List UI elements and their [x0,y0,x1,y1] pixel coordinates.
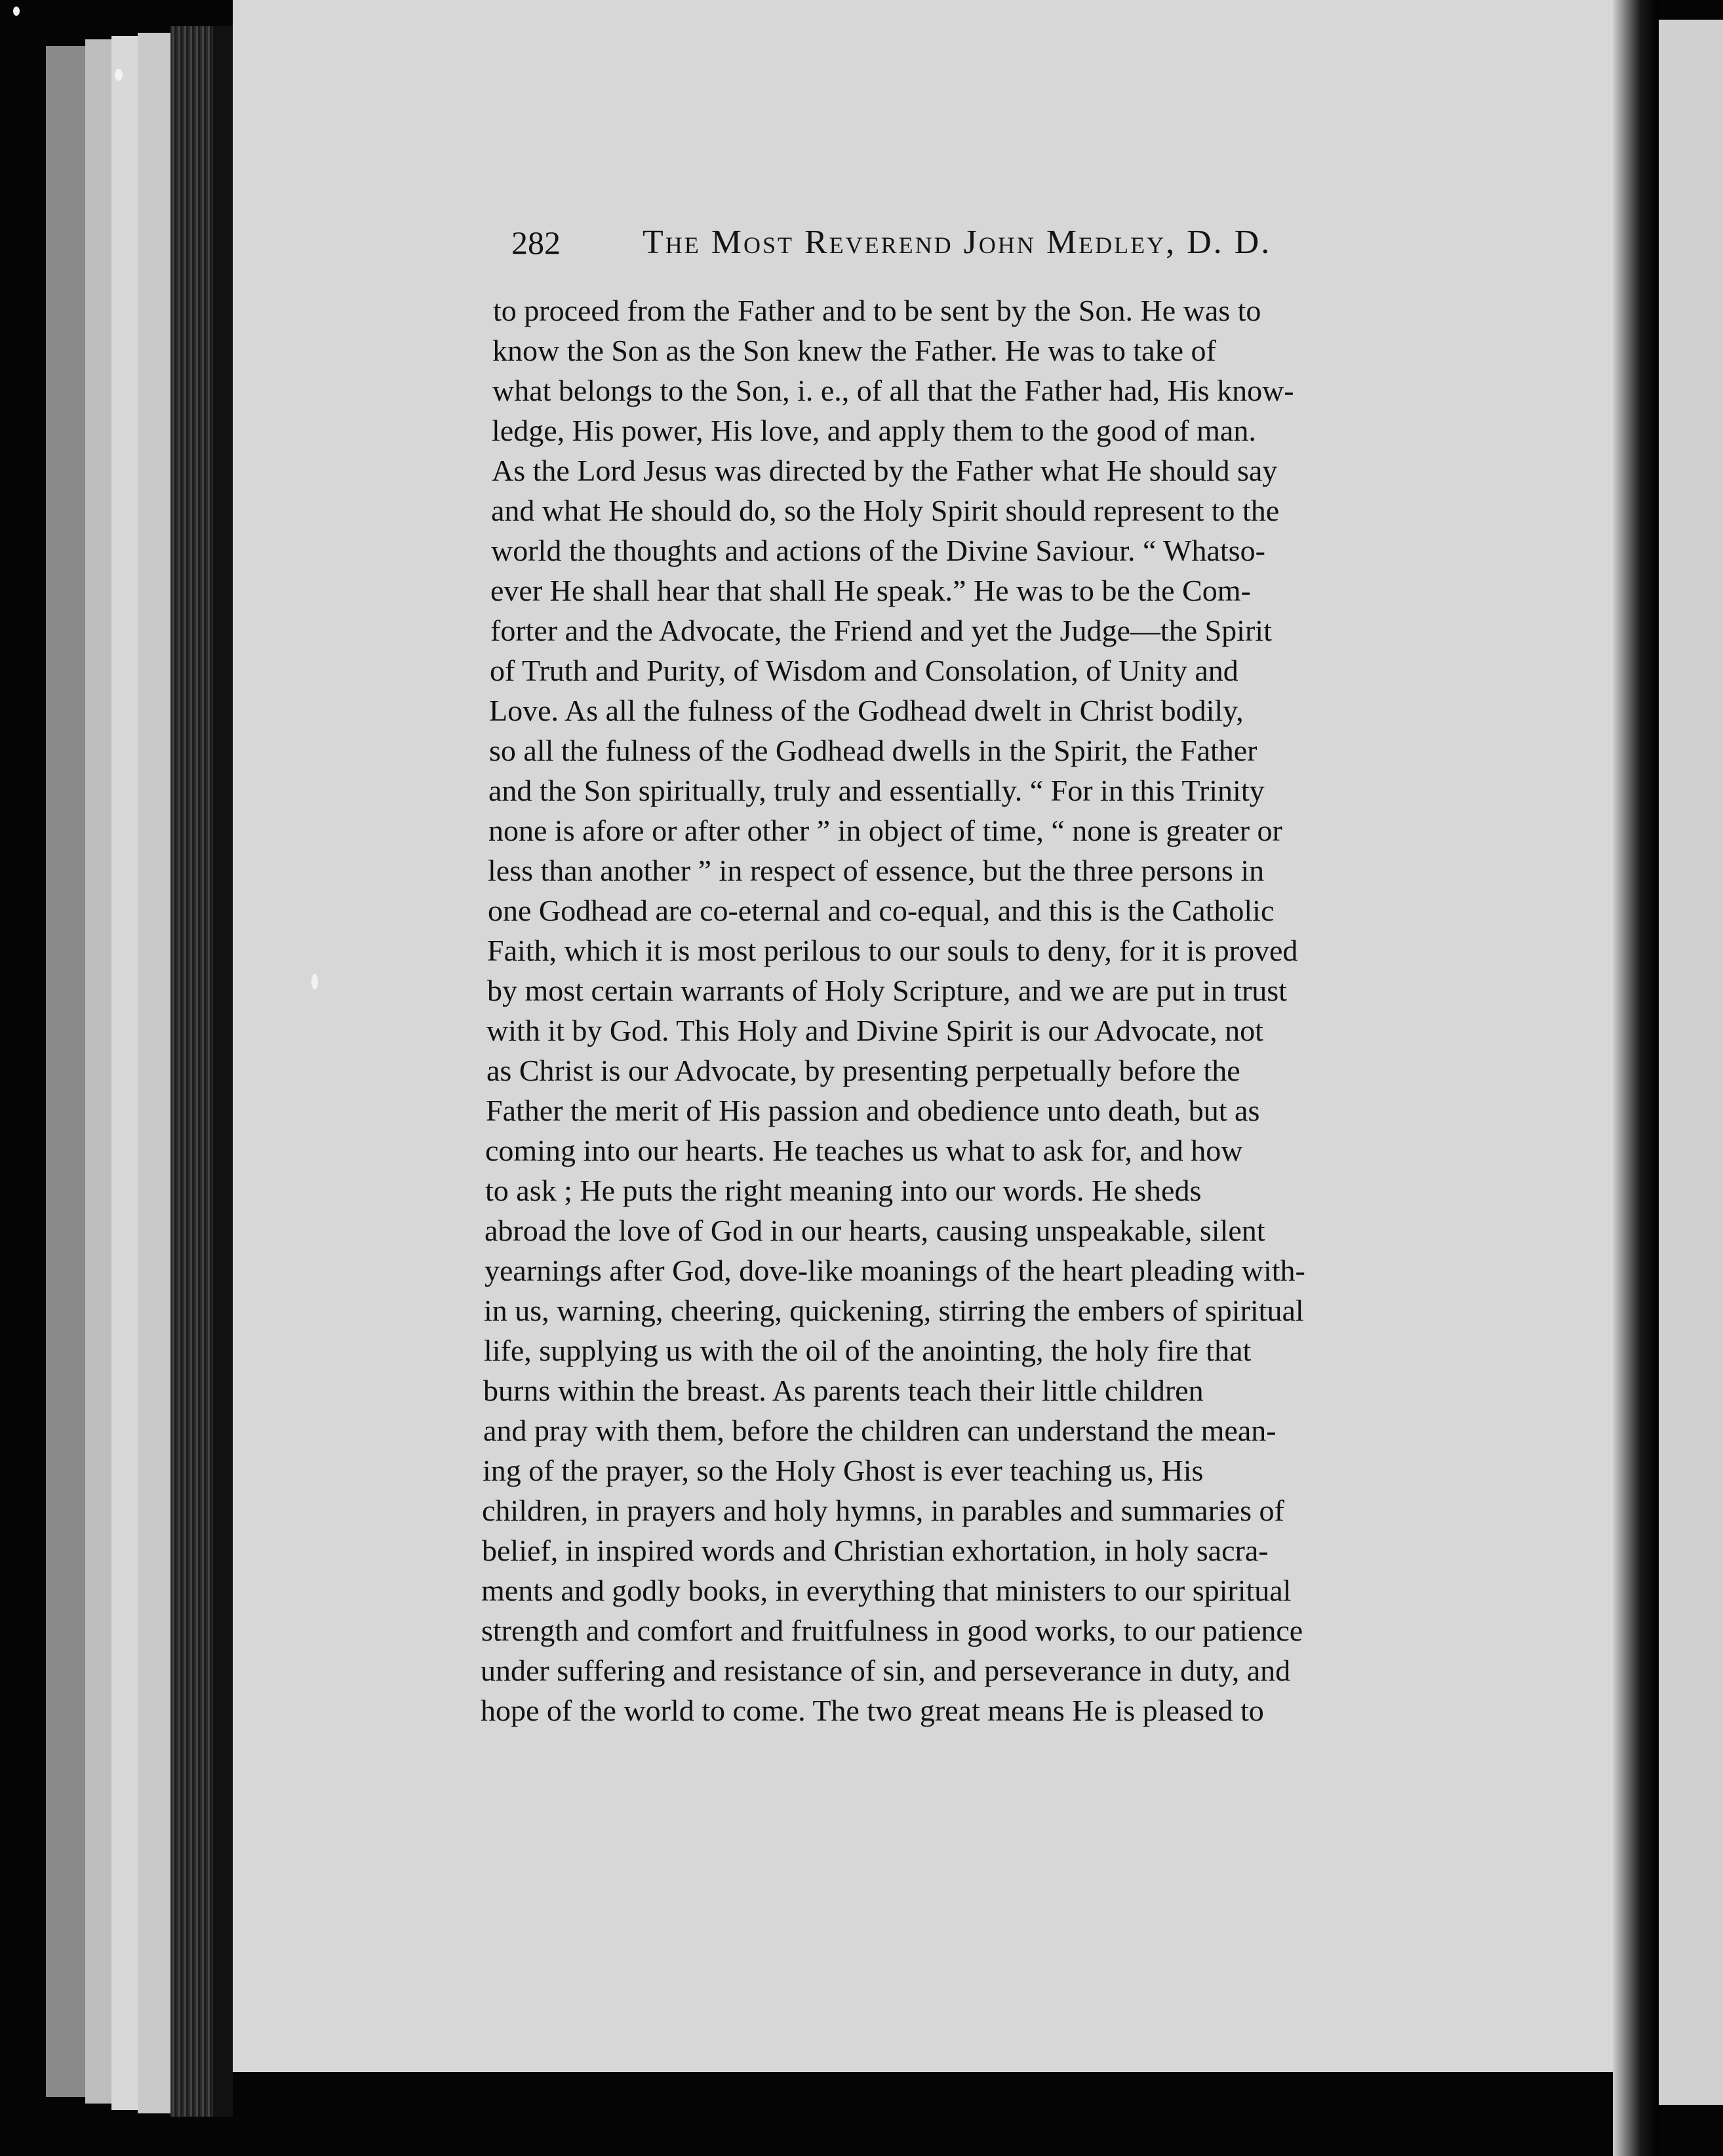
text-line: life, supplying us with the oil of the anointing, the holy fire that [484,1334,1252,1367]
body-text [481,292,1469,1761]
text-line: world the thoughts and actions of the Divine Saviour. “ Whatso- [491,534,1265,567]
text-line: Faith, which it is most perilous to our souls to deny, for it is proved [487,934,1298,967]
text-line: ever He shall hear that shall He speak.” He was to be the Com- [490,574,1251,607]
text-line: as Christ is our Advocate, by presenting perpetually before the [486,1054,1240,1087]
page-header [511,216,1364,269]
text-line: Love. As all the fulness of the Godhead dwelt in Christ bodily, [489,694,1244,727]
text-line: abroad the love of God in our hearts, causing unspeakable, silent [485,1214,1265,1247]
page-edge [111,36,138,2110]
text-line: none is afore or after other ” in object of time, “ none is greater or [488,814,1282,847]
text-line: with it by God. This Holy and Divine Spirit is our Advocate, not [486,1014,1263,1047]
page-edge [46,46,85,2097]
text-line: by most certain warrants of Holy Scripture, and we are put in trust [487,974,1287,1007]
page-edge [85,39,111,2104]
running-head: The Most Reverend John Medley, D. D. [643,224,1272,261]
text-line: one Godhead are co-eternal and co-equal, and this is the Catholic [488,894,1275,927]
text-line: yearnings after God, dove-like moanings of the heart pleading with- [485,1254,1305,1287]
text-line: to proceed from the Father and to be sent by the Son. He was to [493,294,1261,327]
scan-speck [115,69,123,81]
text-line: of Truth and Purity, of Wisdom and Consolation, of Unity and [490,654,1238,687]
text-line: to ask ; He puts the right meaning into our words. He sheds [485,1174,1202,1207]
text-line: ments and godly books, in everything that ministers to our spiritual [481,1574,1292,1607]
text-line: As the Lord Jesus was directed by the Father what He should say [492,454,1278,487]
text-line: know the Son as the Son knew the Father. He was to take of [492,334,1216,367]
text-line: ledge, His power, His love, and apply them to the good of man. [492,414,1256,447]
text-line: belief, in inspired words and Christian exhortation, in holy sacra- [482,1534,1269,1567]
text-line: Father the merit of His passion and obedience unto death, but as [486,1094,1260,1127]
text-line: coming into our hearts. He teaches us what to ask for, and how [485,1134,1243,1167]
text-line: ing of the prayer, so the Holy Ghost is ever teaching us, His [483,1454,1204,1487]
text-line: children, in prayers and holy hymns, in parables and summaries of [482,1494,1284,1527]
scan-speck [13,7,20,16]
text-line: and the Son spiritually, truly and essentially. “ For in this Trinity [488,774,1265,807]
book-block-edge [170,26,213,2117]
page-number: 282 [511,224,561,261]
text-line: hope of the world to come. The two great means He is pleased to [481,1694,1264,1727]
text-line: so all the fulness of the Godhead dwells in the Spirit, the Father [489,734,1258,767]
text-line: in us, warning, cheering, quickening, stirring the embers of spiritual [484,1294,1304,1327]
page-edge [138,33,170,2113]
facing-page-edge [1659,20,1723,2105]
text-line: under suffering and resistance of sin, and perseverance in duty, and [481,1654,1291,1687]
text-line: burns within the breast. As parents teach their little children [483,1374,1204,1407]
spine-gutter [1613,0,1659,2156]
text-line: and pray with them, before the children can understand the mean- [483,1414,1277,1447]
text-line: what belongs to the Son, i. e., of all that the Father had, His know- [492,374,1294,407]
text-line: less than another ” in respect of essence, but the three persons in [488,854,1265,887]
binding-shadow [213,26,233,2117]
text-line: forter and the Advocate, the Friend and yet the Judge—the Spirit [490,614,1272,647]
text-line: strength and comfort and fruitfulness in good works, to our patience [481,1614,1303,1647]
text-line: and what He should do, so the Holy Spirit should represent to the [491,494,1280,527]
scan-speck [311,974,318,989]
